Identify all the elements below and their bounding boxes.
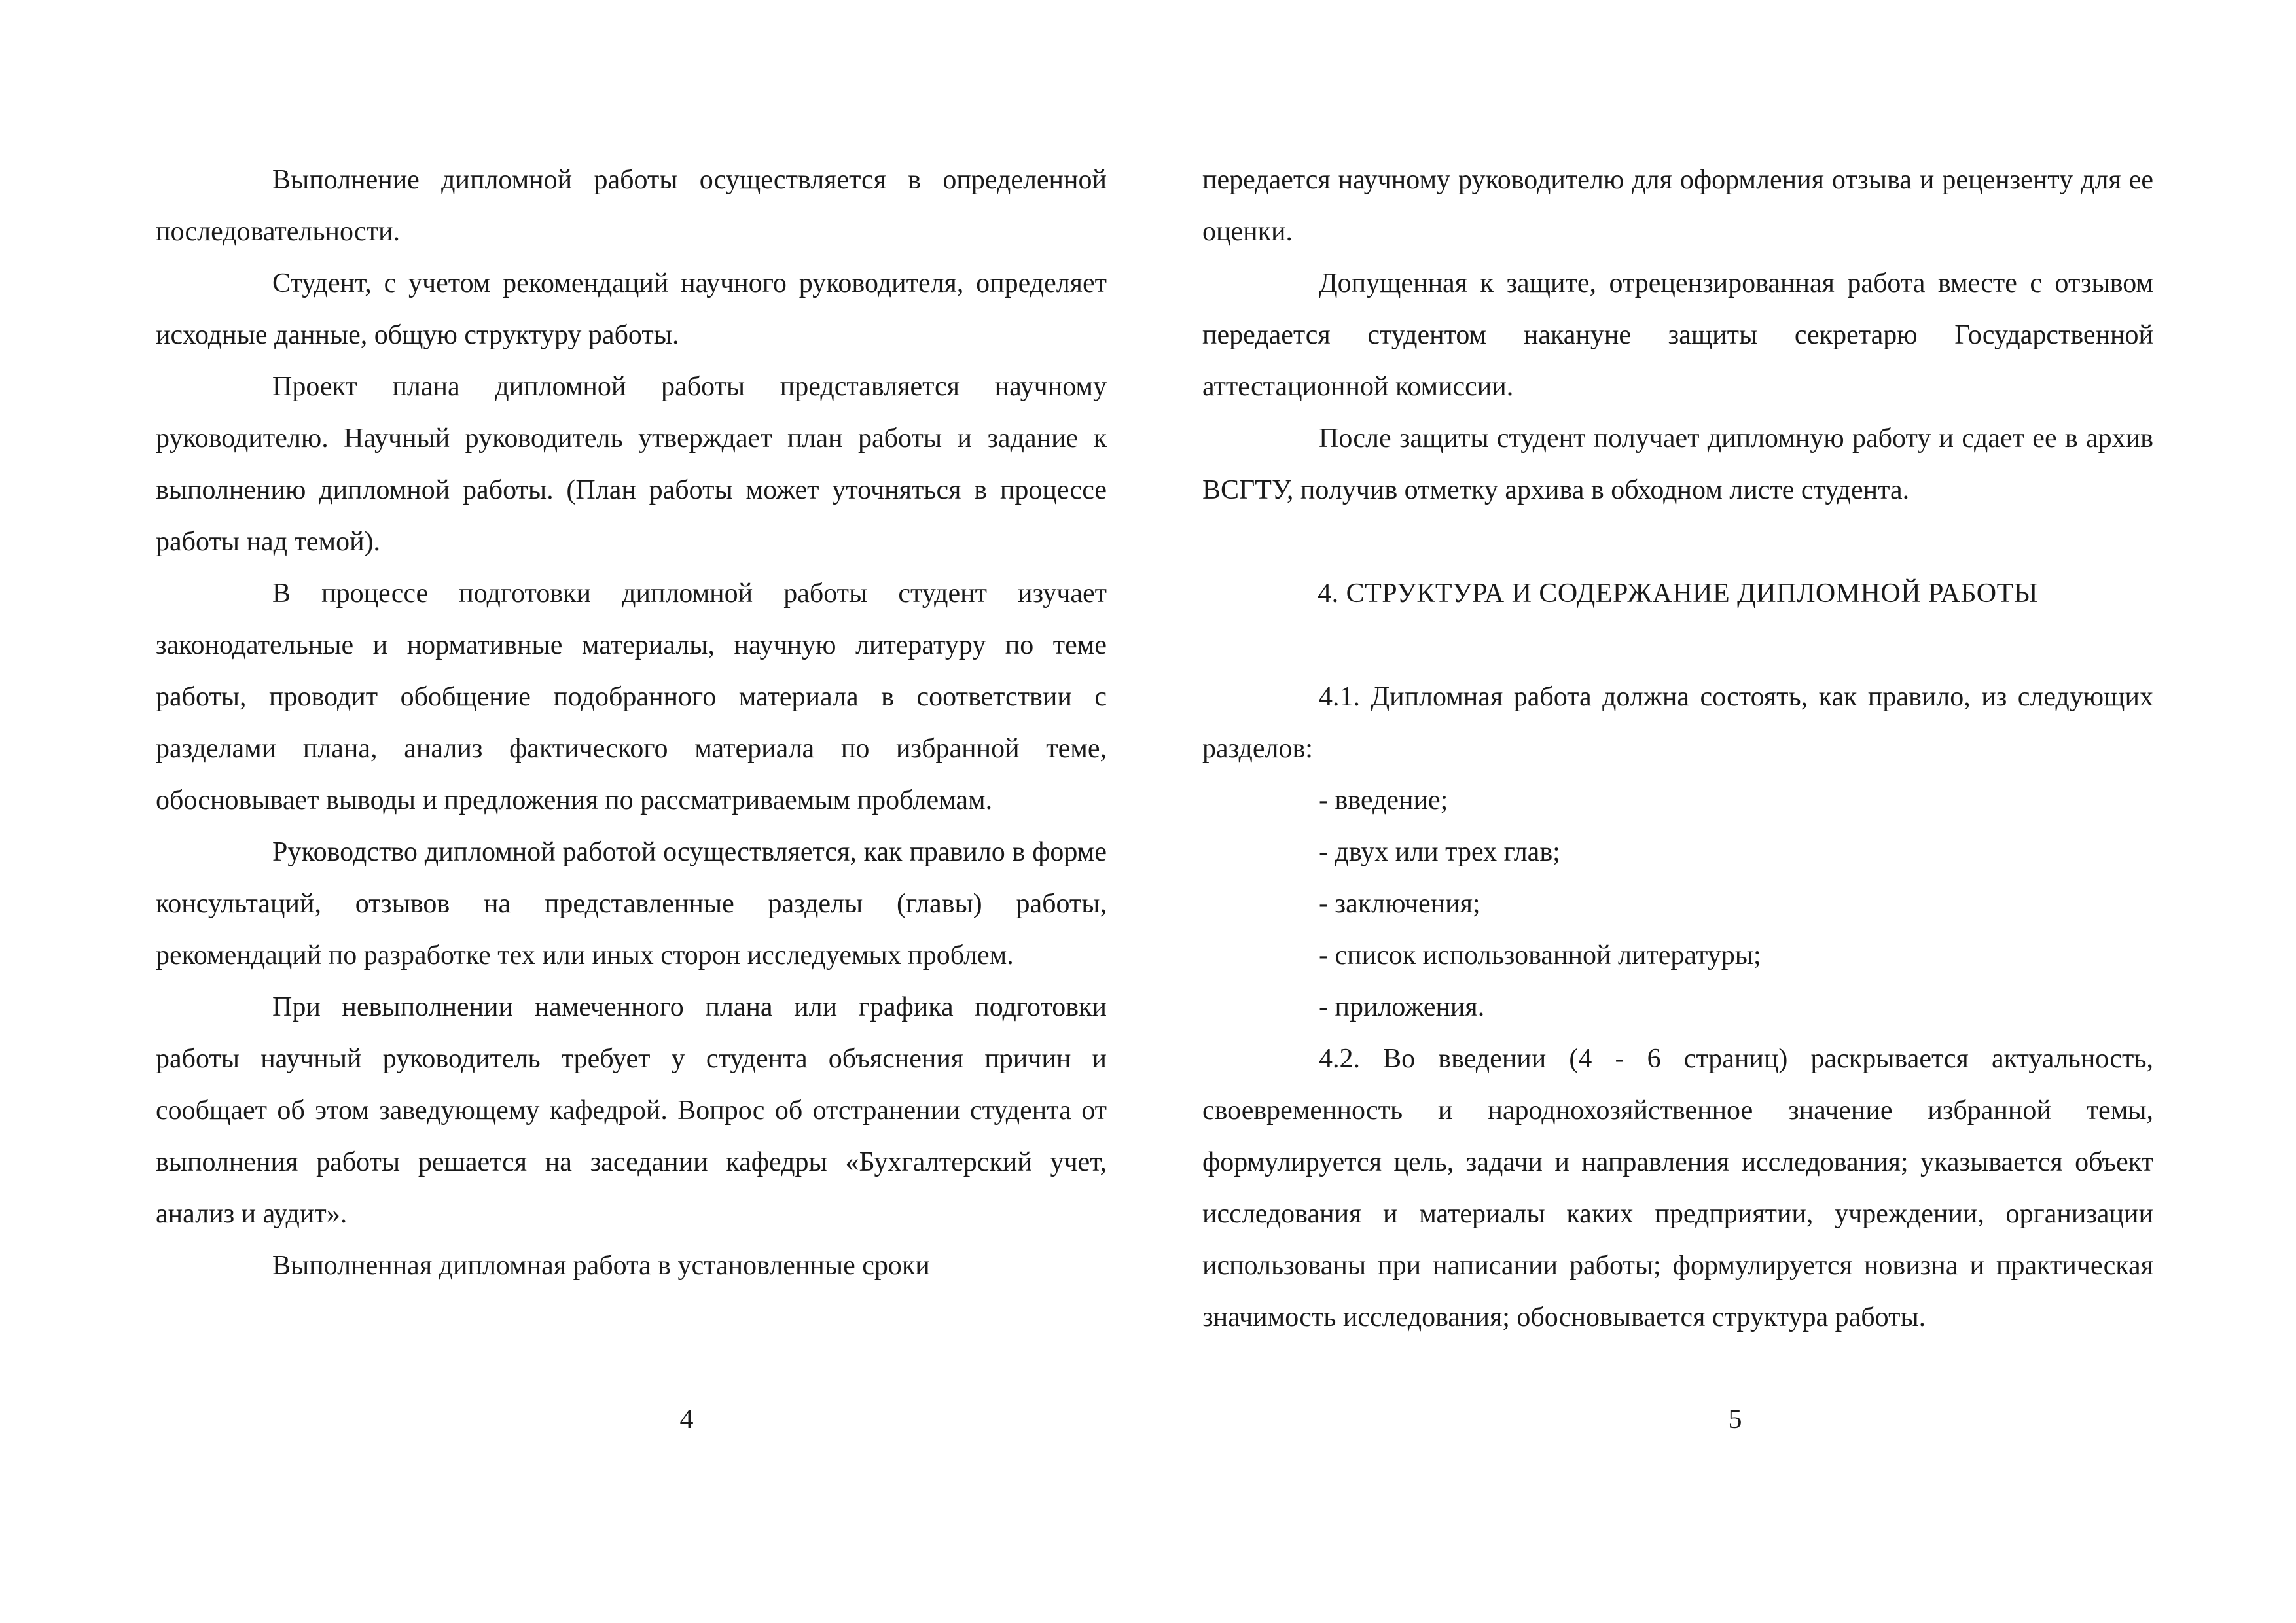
page-number-right: 5 xyxy=(1728,1404,1742,1435)
list-item: - список использованной литературы; xyxy=(1319,940,1761,971)
list-item: - введение; xyxy=(1319,785,1448,815)
sections-list xyxy=(1202,775,2153,1033)
paragraph: Допущенная к защите, отрецензированная работа вместе с отзывом передается студентом накануне защиты секретарю Государственной аттестационной комиссии. xyxy=(1202,268,2153,402)
paragraph-continued: Выполненная дипломная работа в установленные сроки xyxy=(272,1251,930,1281)
paragraph: После защиты студент получает дипломную работу и сдает ее в архив ВСГТУ, получив отметку архива в обходном листе студента. xyxy=(1202,423,2153,505)
list-item: - двух или трех глав; xyxy=(1319,837,1560,867)
paragraph-4-2: 4.2. Во введении (4 - 6 страниц) раскрывается актуальность, своевременность и народнохозяйственное значение избранной темы, формулируется цель, задачи и направления исследования; указывается объект исследования и материалы каких предприятии, учреждении, организации использованы при написании работы; формулируется новизна и практическая значимость исследования; обосновывается структура работы. xyxy=(1202,1044,2153,1332)
list-item: - заключения; xyxy=(1319,889,1480,919)
paragraph: Проект плана дипломной работы представляется научному руководителю. Научный руководитель утверждает план работы и задание к выполнению дипломной работы. (План работы может уточняться в процессе работы над темой). xyxy=(156,372,1107,557)
paragraph: Выполнение дипломной работы осуществляется в определенной последовательности. xyxy=(156,165,1107,247)
list-item: - приложения. xyxy=(1319,992,1485,1022)
section-heading: 4. СТРУКТУРА И СОДЕРЖАНИЕ ДИПЛОМНОЙ РАБОТЫ xyxy=(1318,579,2038,609)
paragraph: При невыполнении намеченного плана или графика подготовки работы научный руководитель требует у студента объяснения причин и сообщает об этом заведующему кафедрой. Вопрос об отстранении студента от выполнения работы решается на заседании кафедры «Бухгалтерский учет, анализ и аудит». xyxy=(156,992,1107,1229)
paragraph-continuation: передается научному руководителю для оформления отзыва и рецензенту для ее оценки. xyxy=(1202,165,2153,247)
left-page xyxy=(156,154,1107,1292)
paragraph: В процессе подготовки дипломной работы студент изучает законодательные и нормативные материалы, научную литературу по теме работы, проводит обобщение подобранного материала в соответствии с разделами плана, анализ фактического материала по избранной теме, обосновывает выводы и предложения по рассматриваемым проблемам. xyxy=(156,579,1107,815)
paragraph: Руководство дипломной работой осуществляется, как правило в форме консультаций, отзывов на представленные разделы (главы) работы, рекомендаций по разработке тех или иных сторон исследуемых проблем. xyxy=(156,837,1107,971)
page-number-left: 4 xyxy=(679,1404,694,1435)
right-page xyxy=(1202,154,2153,1344)
paragraph: Студент, с учетом рекомендаций научного руководителя, определяет исходные данные, общую структуру работы. xyxy=(156,268,1107,350)
paragraph-4-1: 4.1. Дипломная работа должна состоять, как правило, из следующих разделов: xyxy=(1202,682,2153,764)
